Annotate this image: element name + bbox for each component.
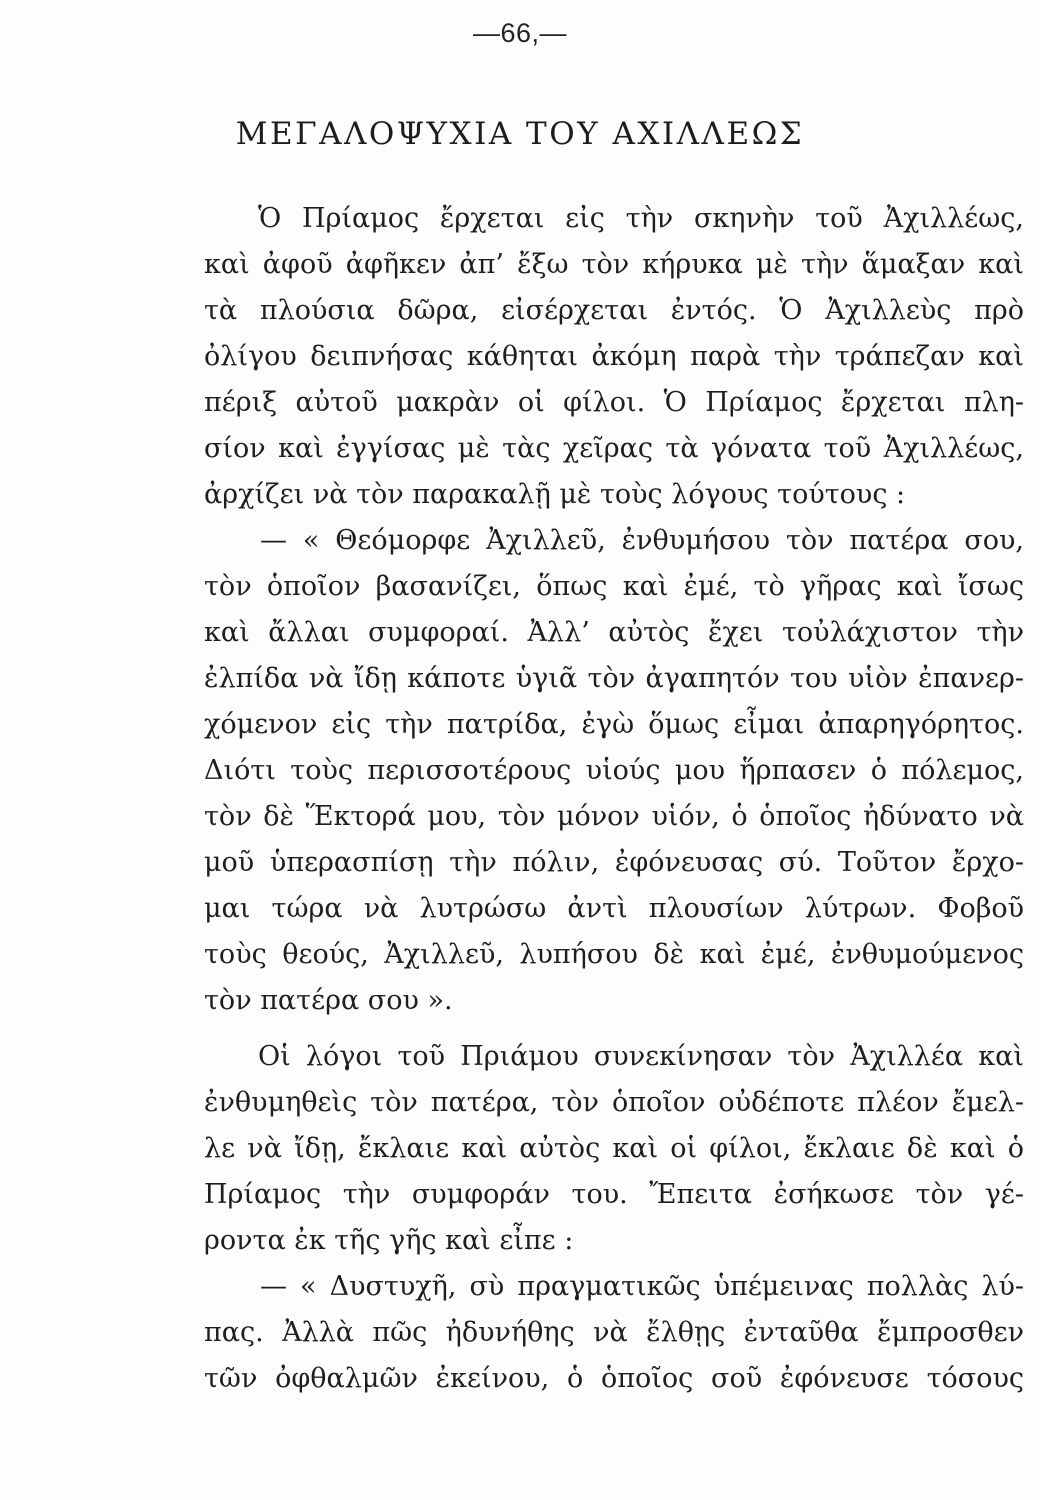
text-line: Ὁ Πρίαμος ἔρχεται εἰς τὴν σκηνὴν τοῦ Ἀχιλλέως, (258, 203, 1024, 234)
text-line: ἐνθυμηθεὶς τὸν πατέρα, τὸν ὁποῖον οὐδέποτε πλέον ἔμελ- (204, 1087, 1024, 1118)
text-line: Οἱ λόγοι τοῦ Πριάμου συνεκίνησαν τὸν Ἀχιλλέα καὶ (258, 1041, 1024, 1072)
chapter-title: ΜΕΓΑΛΟΨΥΧΙΑ ΤΟΥ ΑΧΙΛΛΕΩΣ (235, 116, 805, 152)
text-line: τῶν ὀφθαλμῶν ἐκείνου, ὁ ὁποῖος σοῦ ἐφόνευσε τόσους (204, 1363, 1024, 1394)
text-line: πέριξ αὐτοῦ μακρὰν οἱ φίλοι. Ὁ Πρίαμος ἔρχεται πλη- (204, 387, 1024, 418)
text-line: πας. Ἀλλὰ πῶς ἠδυνήθης νὰ ἔλθῃς ἐνταῦθα ἔμπροσθεν (204, 1317, 1024, 1348)
text-line: τὸν ὁποῖον βασανίζει, ὅπως καὶ ἐμέ, τὸ γῆρας καὶ ἴσως (204, 571, 1024, 602)
text-line: Διότι τοὺς περισσοτέρους υἱούς μου ἥρπασεν ὁ πόλεμος, (204, 755, 1024, 786)
text-line: τὸν δὲ Ἕκτορά μου, τὸν μόνον υἱόν, ὁ ὁποῖος ἠδύνατο νὰ (204, 801, 1024, 832)
text-line: χόμενον εἰς τὴν πατρίδα, ἐγὼ ὅμως εἶμαι ἀπαρηγόρητος. (204, 709, 1024, 740)
text-line: Πρίαμος τὴν συμφοράν του. Ἔπειτα ἐσήκωσε τὸν γέ- (204, 1179, 1024, 1210)
text-line: ἀρχίζει νὰ τὸν παρακαλῇ μὲ τοὺς λόγους τούτους : (204, 479, 906, 510)
text-line: καὶ ἀφοῦ ἀφῆκεν ἀπ’ ἔξω τὸν κήρυκα μὲ τὴν ἅμαξαν καὶ (204, 249, 1024, 280)
text-line: — « Δυστυχῆ, σὺ πραγματικῶς ὑπέμεινας πολλὰς λύ- (260, 1271, 1024, 1302)
text-line: λε νὰ ἴδῃ, ἔκλαιε καὶ αὐτὸς καὶ οἱ φίλοι, ἔκλαιε δὲ καὶ ὁ (204, 1133, 1024, 1164)
body-text (204, 196, 1024, 1402)
text-line: — « Θεόμορφε Ἀχιλλεῦ, ἐνθυμήσου τὸν πατέρα σου, (260, 525, 1024, 556)
text-line: ἐλπίδα νὰ ἴδῃ κάποτε ὑγιᾶ τὸν ἀγαπητόν του υἱὸν ἐπανερ- (204, 663, 1024, 694)
text-line: μοῦ ὑπερασπίσῃ τὴν πόλιν, ἐφόνευσας σύ. Τοῦτον ἔρχο- (204, 847, 1024, 878)
text-line: μαι τώρα νὰ λυτρώσω ἀντὶ πλουσίων λύτρων. Φοβοῦ (204, 893, 1024, 924)
text-line: τὰ πλούσια δῶρα, εἰσέρχεται ἐντός. Ὁ Ἀχιλλεὺς πρὸ (204, 295, 1024, 326)
text-line: σίον καὶ ἐγγίσας μὲ τὰς χεῖρας τὰ γόνατα τοῦ Ἀχιλλέως, (204, 433, 1024, 464)
text-line: τὸν πατέρα σου ». (204, 985, 453, 1016)
text-line: καὶ ἄλλαι συμφοραί. Ἀλλ’ αὐτὸς ἔχει τοὐλάχιστον τὴν (204, 617, 1024, 648)
text-line: τοὺς θεούς, Ἀχιλλεῦ, λυπήσου δὲ καὶ ἐμέ, ἐνθυμούμενος (204, 939, 1024, 970)
text-line: ὀλίγου δειπνήσας κάθηται ἀκόμη παρὰ τὴν τράπεζαν καὶ (204, 341, 1024, 372)
text-line: ροντα ἐκ τῆς γῆς καὶ εἶπε : (204, 1225, 574, 1256)
page-number: —66,— (472, 18, 568, 48)
